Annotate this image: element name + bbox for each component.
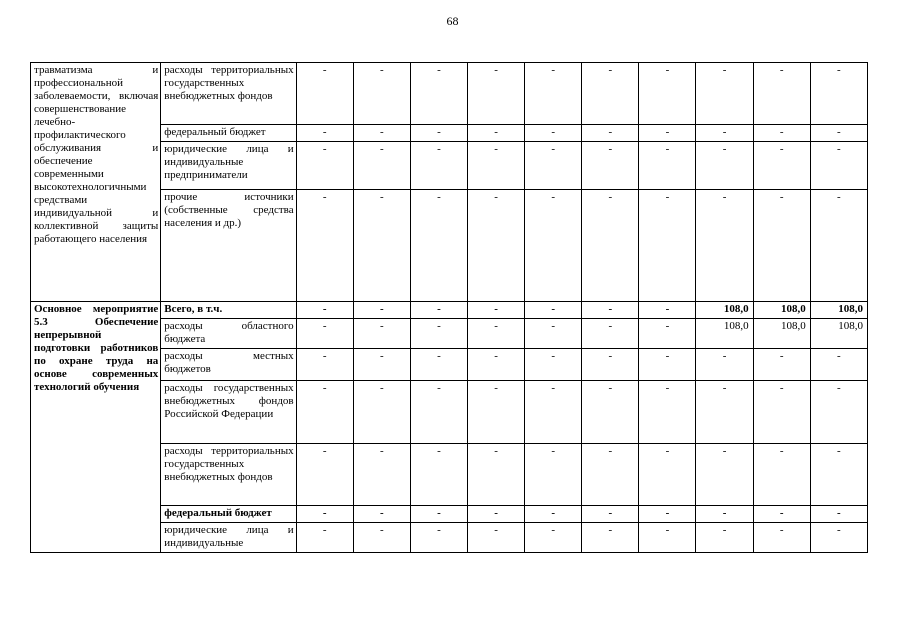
value-cell: - <box>467 319 524 349</box>
value-cell: - <box>525 349 582 381</box>
funding-source-cell: расходы местных бюджетов <box>161 349 296 381</box>
value-cell: - <box>467 190 524 302</box>
value-cell: - <box>639 125 696 142</box>
value-cell: - <box>467 142 524 190</box>
value-cell: - <box>582 319 639 349</box>
value-cell: - <box>296 319 353 349</box>
table-row <box>31 302 868 319</box>
value-cell: - <box>639 142 696 190</box>
funding-source-cell: прочие источники (собственные средства населения и др.) <box>161 190 296 302</box>
value-cell: - <box>696 125 753 142</box>
value-cell: 108,0 <box>810 319 867 349</box>
value-cell: - <box>296 349 353 381</box>
value-cell: - <box>753 349 810 381</box>
value-cell: - <box>753 444 810 506</box>
value-cell: - <box>353 349 410 381</box>
value-cell: - <box>810 63 867 125</box>
value-cell: - <box>410 302 467 319</box>
value-cell: - <box>696 142 753 190</box>
value-cell: - <box>753 190 810 302</box>
value-cell: - <box>353 190 410 302</box>
value-cell: - <box>582 190 639 302</box>
value-cell: - <box>582 506 639 523</box>
value-cell: - <box>525 523 582 553</box>
value-cell: - <box>296 302 353 319</box>
value-cell: - <box>525 506 582 523</box>
value-cell: - <box>810 190 867 302</box>
value-cell: - <box>296 506 353 523</box>
table-body <box>31 63 868 553</box>
value-cell: - <box>525 302 582 319</box>
value-cell: - <box>639 63 696 125</box>
value-cell: 108,0 <box>810 302 867 319</box>
value-cell: - <box>525 190 582 302</box>
value-cell: - <box>639 319 696 349</box>
value-cell: - <box>753 523 810 553</box>
value-cell: - <box>410 142 467 190</box>
value-cell: - <box>639 444 696 506</box>
value-cell: - <box>467 523 524 553</box>
value-cell: - <box>353 302 410 319</box>
value-cell: 108,0 <box>753 302 810 319</box>
value-cell: - <box>410 523 467 553</box>
value-cell: - <box>582 142 639 190</box>
value-cell: - <box>296 381 353 444</box>
value-cell: - <box>696 190 753 302</box>
value-cell: - <box>639 506 696 523</box>
funding-source-cell: расходы государственных внебюджетных фондов Российской Федерации <box>161 381 296 444</box>
value-cell: - <box>353 125 410 142</box>
value-cell: - <box>410 319 467 349</box>
value-cell: - <box>810 142 867 190</box>
value-cell: - <box>525 381 582 444</box>
funding-source-cell: расходы областного бюджета <box>161 319 296 349</box>
value-cell: - <box>525 142 582 190</box>
funding-source-cell: расходы территориальных государственных внебюджетных фондов <box>161 444 296 506</box>
value-cell: - <box>696 349 753 381</box>
value-cell: - <box>639 523 696 553</box>
value-cell: - <box>639 190 696 302</box>
value-cell: - <box>353 142 410 190</box>
value-cell: - <box>467 302 524 319</box>
value-cell: - <box>810 381 867 444</box>
page-number: 68 <box>446 14 459 28</box>
value-cell: - <box>582 523 639 553</box>
value-cell: - <box>525 444 582 506</box>
funding-table <box>30 62 868 553</box>
value-cell: - <box>525 125 582 142</box>
value-cell: - <box>582 349 639 381</box>
value-cell: - <box>753 63 810 125</box>
value-cell: 108,0 <box>696 319 753 349</box>
funding-source-cell: юридические лица и индивидуальные предприниматели <box>161 142 296 190</box>
value-cell: - <box>582 381 639 444</box>
value-cell: - <box>353 381 410 444</box>
value-cell: - <box>296 142 353 190</box>
funding-source-cell: федеральный бюджет <box>161 125 296 142</box>
value-cell: - <box>810 349 867 381</box>
value-cell: - <box>696 381 753 444</box>
value-cell: - <box>296 523 353 553</box>
value-cell: - <box>810 523 867 553</box>
measure-name-cell: травматизма и профессиональной заболеваемости, включая совершенствование лечебно-профилактического обслуживания и обеспечение современными высокотехнологичными средствами индивидуальной и коллективной защиты работающего населения <box>31 63 161 302</box>
value-cell: - <box>753 142 810 190</box>
value-cell: - <box>753 125 810 142</box>
value-cell: - <box>410 190 467 302</box>
value-cell: - <box>582 125 639 142</box>
value-cell: - <box>296 125 353 142</box>
value-cell: - <box>639 302 696 319</box>
value-cell: - <box>696 444 753 506</box>
value-cell: - <box>696 63 753 125</box>
value-cell: - <box>582 63 639 125</box>
funding-source-cell: федеральный бюджет <box>161 506 296 523</box>
value-cell: - <box>296 63 353 125</box>
value-cell: - <box>467 125 524 142</box>
value-cell: - <box>410 63 467 125</box>
value-cell: - <box>753 381 810 444</box>
value-cell: - <box>525 63 582 125</box>
value-cell: - <box>639 381 696 444</box>
funding-source-cell: юридические лица и индивидуальные <box>161 523 296 553</box>
value-cell: - <box>410 381 467 444</box>
value-cell: - <box>810 506 867 523</box>
value-cell: - <box>353 506 410 523</box>
value-cell: - <box>810 125 867 142</box>
value-cell: - <box>582 444 639 506</box>
value-cell: - <box>296 190 353 302</box>
value-cell: - <box>410 444 467 506</box>
value-cell: - <box>467 63 524 125</box>
value-cell: - <box>467 444 524 506</box>
measure-name-cell: Основное мероприятие 5.3 Обеспечение непрерывной подготовки работников по охране труда на основе современных технологий обучения <box>31 302 161 553</box>
value-cell: - <box>467 506 524 523</box>
value-cell: - <box>525 319 582 349</box>
value-cell: - <box>410 349 467 381</box>
value-cell: - <box>696 506 753 523</box>
value-cell: - <box>410 506 467 523</box>
value-cell: 108,0 <box>696 302 753 319</box>
value-cell: - <box>353 444 410 506</box>
value-cell: - <box>467 349 524 381</box>
funding-source-cell: расходы территориальных государственных внебюджетных фондов <box>161 63 296 125</box>
funding-source-cell: Всего, в т.ч. <box>161 302 296 319</box>
value-cell: - <box>353 319 410 349</box>
value-cell: - <box>353 63 410 125</box>
value-cell: - <box>467 381 524 444</box>
value-cell: - <box>696 523 753 553</box>
value-cell: 108,0 <box>753 319 810 349</box>
value-cell: - <box>410 125 467 142</box>
value-cell: - <box>810 444 867 506</box>
value-cell: - <box>753 506 810 523</box>
value-cell: - <box>582 302 639 319</box>
value-cell: - <box>639 349 696 381</box>
table-row <box>31 63 868 125</box>
value-cell: - <box>296 444 353 506</box>
value-cell: - <box>353 523 410 553</box>
